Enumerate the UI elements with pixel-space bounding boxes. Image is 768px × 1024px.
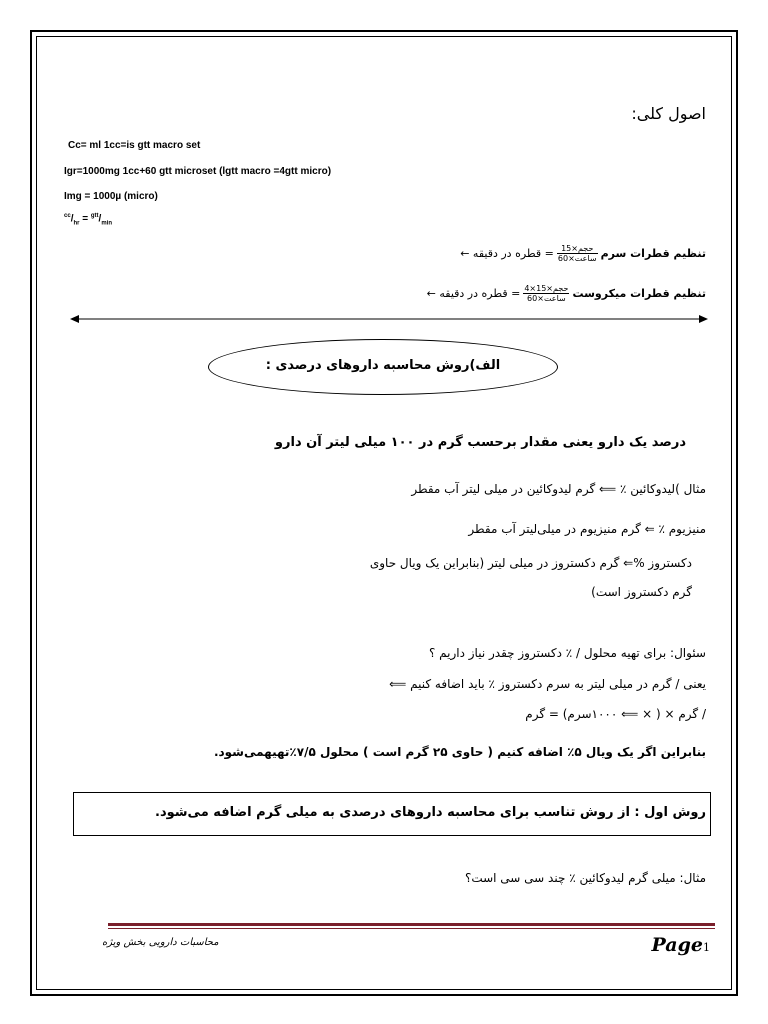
final-example: مثال: میلی گرم لیدوکائین ٪ چند سی سی است؟ (464, 871, 706, 885)
formula-label: تنظیم قطرات میکروست (572, 287, 706, 300)
formula-result: = قطره در دقیقه ← (426, 287, 521, 300)
serum-drip-formula (460, 244, 706, 263)
calculation-line: / گرم × ( × ⟸ ۱۰۰۰سرم) = گرم (525, 707, 706, 721)
section-heading: اصول کلی: (631, 104, 706, 123)
page-border-inner (36, 36, 732, 990)
example-dextrose-cont: گرم دکستروز است) (591, 585, 692, 599)
formula-fraction: $\frac{\text{4×15×حجم}}{\text{60×ساعت}}$ (524, 284, 569, 303)
example-dextrose: دکستروز %⇐ گرم دکستروز در میلی لیتر (بنابراین یک ویال حاوی (369, 556, 692, 570)
double-arrow-divider (70, 312, 708, 326)
footer-rule-thin (108, 928, 715, 929)
micro-drip-formula (427, 284, 706, 303)
unit-line-1: Cc= ml 1cc=is gtt macro set (68, 140, 201, 151)
method-one-text: روش اول : از روش تناسب برای محاسبه داروهای درصدی به میلی گرم اضافه می‌شود. (155, 805, 706, 820)
example-magnesium: منیزیوم ٪ ⇐ گرم منیزیوم در میلی‌لیتر آب مقطر (468, 522, 706, 536)
page-footer-number (652, 934, 710, 956)
rate-unit-line: $^{cc}/_{hr} = ^{gtt}/_{min}$ (64, 213, 112, 227)
unit-line-3: Img = 1000µ (micro) (64, 191, 158, 202)
formula-result: = قطره در دقیقه ← (460, 247, 554, 260)
footer-signature: محاسبات دارویی بخش ویژه (102, 937, 219, 948)
page-label: Page (651, 934, 703, 956)
question-line: سئوال: برای تهیه محلول / ٪ دکستروز چقدر نیاز داریم ؟ (428, 646, 706, 660)
means-line: یعنی / گرم در میلی لیتر به سرم دکستروز ٪ باید اضافه کنیم ⟸ (389, 677, 706, 691)
conclusion-line: بنابراین اگر یک ویال ۵٪ اضافه کنیم ( حاوی ۲۵ گرم است ) محلول ۷/۵٪تهیهمی‌شود. (213, 745, 706, 759)
formula-fraction: $\frac{\text{15×حجم}}{\text{60×ساعت}}$ (557, 244, 597, 263)
formula-label: تنظیم قطرات سرم (600, 247, 706, 260)
footer-rule-thick (108, 923, 715, 926)
section-title: الف)روش محاسبه داروهای درصدی : (265, 358, 501, 373)
example-lidocaine: مثال )لیدوکائین ٪ ⟸ گرم لیدوکائین در میلی لیتر آب مقطر (411, 482, 706, 496)
definition-line: درصد یک دارو یعنی مقدار برحسب گرم در ۱۰۰ میلی لیتر آن دارو (274, 435, 686, 450)
page-number: 1 (703, 941, 710, 954)
unit-line-2: Igr=1000mg 1cc+60 gtt microset (lgtt macro =4gtt micro) (64, 166, 332, 177)
